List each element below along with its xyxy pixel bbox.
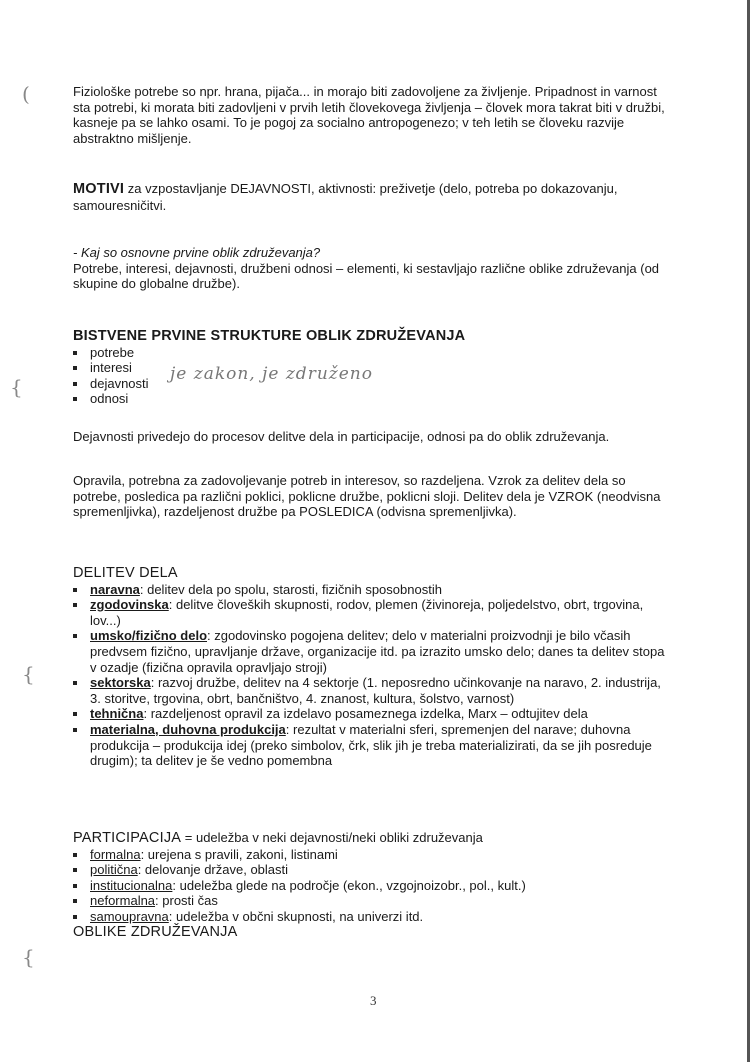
participacija-definition: = udeležba v neki dejavnosti/neki obliki združevanja — [181, 830, 483, 845]
list-item — [73, 706, 673, 722]
list-item: potrebe — [73, 345, 673, 361]
definition: : zgodovinsko pogojena delitev; delo v materialni proizvodnji je bilo včasih predvsem fizično, upravljanje države, organizacije itd. pa izrazito umsko delo; danes ta delitev stopa v ozadje (fizična opravila opravljajo stroji) — [90, 628, 665, 675]
motivi-text: za vzpostavljanje DEJAVNOSTI, aktivnosti: preživetje (delo, potreba po dokazovanju, samouresničitvi. — [73, 181, 618, 213]
paragraph-fizioloske: Fiziološke potrebe so npr. hrana, pijača... in morajo biti zadovoljene za življenje. Pripadnost in varnost sta potrebi, ki morata biti zadovljeni v prvih letih človekovega življenja – človek mora takrat biti v družbi, kasneje pa se lahko osami. To je pogoj za socialno antropogenezo; v teh letih se človeku razvije abstraktno mišljenje. — [73, 84, 665, 146]
list-item: interesi — [73, 360, 673, 376]
term: institucionalna — [90, 877, 173, 893]
list-item: dejavnosti — [73, 376, 673, 392]
margin-mark: ( — [22, 82, 30, 106]
list-item — [73, 628, 673, 675]
definition: : delitev dela po spolu, starosti, fizičnih sposobnostih — [139, 581, 442, 597]
definition: : udeležba v občni skupnosti, na univerzi itd. — [168, 908, 424, 924]
list-item — [73, 722, 673, 769]
handwritten-note: je zakon, je združeno — [170, 364, 373, 384]
motivi-label: MOTIVI — [73, 181, 125, 197]
list-item — [73, 878, 673, 894]
term: materialna, duhovna produkcija — [90, 721, 286, 737]
definition: : udeležba glede na področje (ekon., vzgojnoizobr., pol., kult.) — [172, 877, 526, 893]
margin-mark: { — [22, 945, 35, 969]
question: - Kaj so osnovne prvine oblik združevanja? — [73, 245, 321, 260]
list-item: odnosi — [73, 391, 673, 407]
section-heading: DELITEV DELA — [73, 565, 178, 581]
list-item — [73, 862, 673, 878]
list-item — [73, 597, 673, 628]
definition: : urejena s pravili, zakoni, listinami — [140, 846, 338, 862]
answer: Potrebe, interesi, dejavnosti, družbeni odnosi – elementi, ki sestavljajo različne oblike združevanja (od skupine do globalne družbe). — [73, 260, 660, 292]
list-item — [73, 582, 673, 598]
term: politična — [90, 862, 138, 878]
definition: : razdeljenost opravil za izdelavo posameznega izdelka, Marx – odtujitev dela — [143, 706, 588, 722]
term: neformalna — [90, 893, 156, 909]
section-heading-oblike: OBLIKE ZDRUŽEVANJA — [73, 923, 238, 940]
term: formalna — [90, 846, 141, 862]
section-delitev-dela — [73, 566, 673, 769]
paragraph-motivi — [73, 181, 673, 213]
bistvene-list — [73, 345, 673, 407]
list-item — [73, 675, 673, 706]
term: naravna — [90, 581, 140, 597]
list-item — [73, 909, 673, 925]
participacija-heading-line — [73, 830, 673, 847]
definition: : prosti čas — [155, 893, 218, 909]
section-participacija — [73, 830, 673, 940]
delitev-list — [73, 582, 673, 769]
term: zgodovinska — [90, 597, 169, 613]
participacija-list — [73, 847, 673, 925]
definition: : rezultat v materialni sferi, spremenjen del narave; duhovna produkcija – produkcija idej (preko simbolov, črk, slik jih je treba materializirati, da se jih posreduje drugim); ta delitev je še vedno pomembna — [90, 721, 652, 769]
list-item — [73, 893, 673, 909]
section-bistvene — [73, 329, 673, 407]
section-heading: BISTVENE PRVINE STRUKTURE OBLIK ZDRUŽEVANJA — [73, 328, 466, 344]
term: samoupravna — [90, 908, 169, 924]
question-block — [73, 245, 673, 292]
margin-mark: { — [10, 375, 23, 399]
term: tehnična — [90, 706, 144, 722]
definition: : delovanje države, oblasti — [137, 862, 289, 878]
list-item — [73, 847, 673, 863]
margin-mark: { — [22, 662, 35, 686]
paragraph-opravila: Opravila, potrebna za zadovoljevanje potreb in interesov, so razdeljena. Vzrok za delitev dela so potrebe, posledica pa različni poklici, poklicne družbe, poklicni sloji. Delitev dela je VZROK (neodvisna spremenljivka), razdeljenost družbe pa POSLEDICA (odvisna spremenljivka). — [73, 473, 661, 520]
term: umsko/fizično delo — [90, 628, 208, 644]
page-number: 3 — [370, 993, 377, 1008]
paragraph-dejavnosti: Dejavnosti privedejo do procesov delitve dela in participacije, odnosi pa do oblik združevanja. — [73, 429, 610, 444]
term: sektorska — [90, 675, 151, 691]
definition: : razvoj družbe, delitev na 4 sektorje (1. neposredno učinkovanje na naravo, 2. industrija, 3. storitve, trgovina, obrt, bančništvo, 4. znanost, kultura, šolstvo, varnost) — [90, 675, 661, 706]
section-heading: PARTICIPACIJA — [73, 830, 182, 846]
definition: : delitve človeških skupnosti, rodov, plemen (živinoreja, poljedelstvo, obrt, trgovina, lov...) — [90, 597, 644, 628]
